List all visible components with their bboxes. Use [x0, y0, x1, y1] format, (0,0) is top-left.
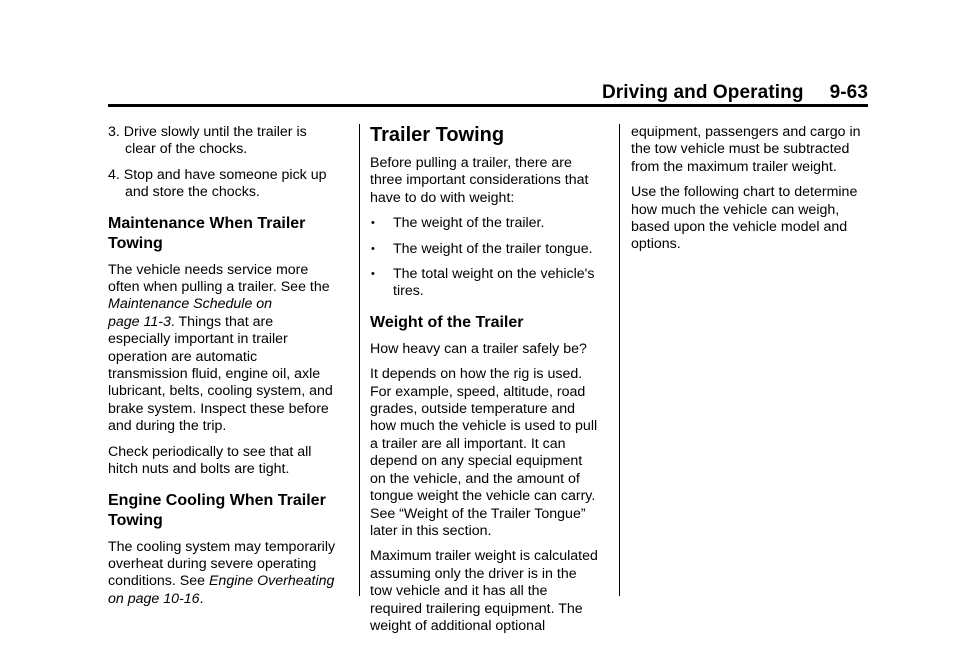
step-4: 4. Stop and have someone pick up and store the chocks.: [108, 166, 327, 201]
step-3: 3. Drive slowly until the trailer is clear of the chocks.: [108, 124, 307, 158]
bullet-icon: •: [371, 242, 375, 255]
cooling-heading: Engine Cooling When Trailer Towing: [108, 491, 326, 529]
engine-overheating-link[interactable]: Engine Overheating on page 10-16: [108, 573, 335, 607]
maintenance-schedule-link[interactable]: Maintenance Schedule on page 11-3: [108, 296, 273, 330]
maintenance-paragraph: The vehicle needs service more often when pulling a trailer. See the Maintenance Schedule on page 11-3. Things that are especially important in trailer operation are automatic transmission fluid, engine oil, axle lubricant, belts, cooling system, and brake system. Inspect these before and during the trip.: [108, 261, 333, 435]
depends-paragraph: It depends on how the rig is used. For example, speed, altitude, road grades, outside temperature and how much the vehicle is used to pull a trailer are all important. It can depend on any special equipment on the vehicle, and the amount of tongue weight the vehicle can carry. See “Weight of the Trailer Tongue” later in this section.: [370, 366, 598, 539]
column-3: [631, 124, 871, 262]
header-text: [602, 82, 868, 104]
chart-paragraph: Use the following chart to determine how much the vehicle can weigh, based upon the vehicle model and options.: [631, 184, 858, 253]
bullet-item: • The weight of the trailer tongue.: [371, 240, 593, 257]
equipment-paragraph: equipment, passengers and cargo in the tow vehicle must be subtracted from the maximum trailer weight.: [631, 124, 861, 175]
column-2: [370, 124, 610, 643]
section-title: Driving and Operating: [601, 82, 804, 103]
question-paragraph: How heavy can a trailer safely be?: [370, 340, 587, 357]
page-number: 9-63: [829, 82, 868, 103]
column-1: [108, 124, 350, 616]
maximum-paragraph: Maximum trailer weight is calculated assuming only the driver is in the tow vehicle and it has all the required trailering equipment. The weight of additional optional: [370, 548, 598, 634]
maintenance-heading: Maintenance When Trailer Towing: [108, 214, 306, 252]
bullet-icon: •: [371, 217, 375, 230]
trailer-towing-title: Trailer Towing: [370, 124, 505, 146]
column-divider-1: [359, 124, 360, 596]
page-header: [108, 80, 868, 106]
bullet-item: • The total weight on the vehicle's tires.: [371, 266, 595, 300]
cooling-paragraph: The cooling system may temporarily overheat during severe operating conditions. See Engine Overheating on page 10-16.: [108, 538, 336, 607]
bullet-icon: •: [371, 268, 375, 281]
check-paragraph: Check periodically to see that all hitch nuts and bolts are tight.: [108, 443, 312, 478]
intro-paragraph: Before pulling a trailer, there are three important considerations that have to do with weight:: [370, 155, 589, 206]
column-divider-2: [619, 124, 620, 596]
bullet-item: • The weight of the trailer.: [371, 215, 545, 232]
header-rule: [108, 104, 868, 107]
weight-heading: Weight of the Trailer: [370, 313, 524, 331]
